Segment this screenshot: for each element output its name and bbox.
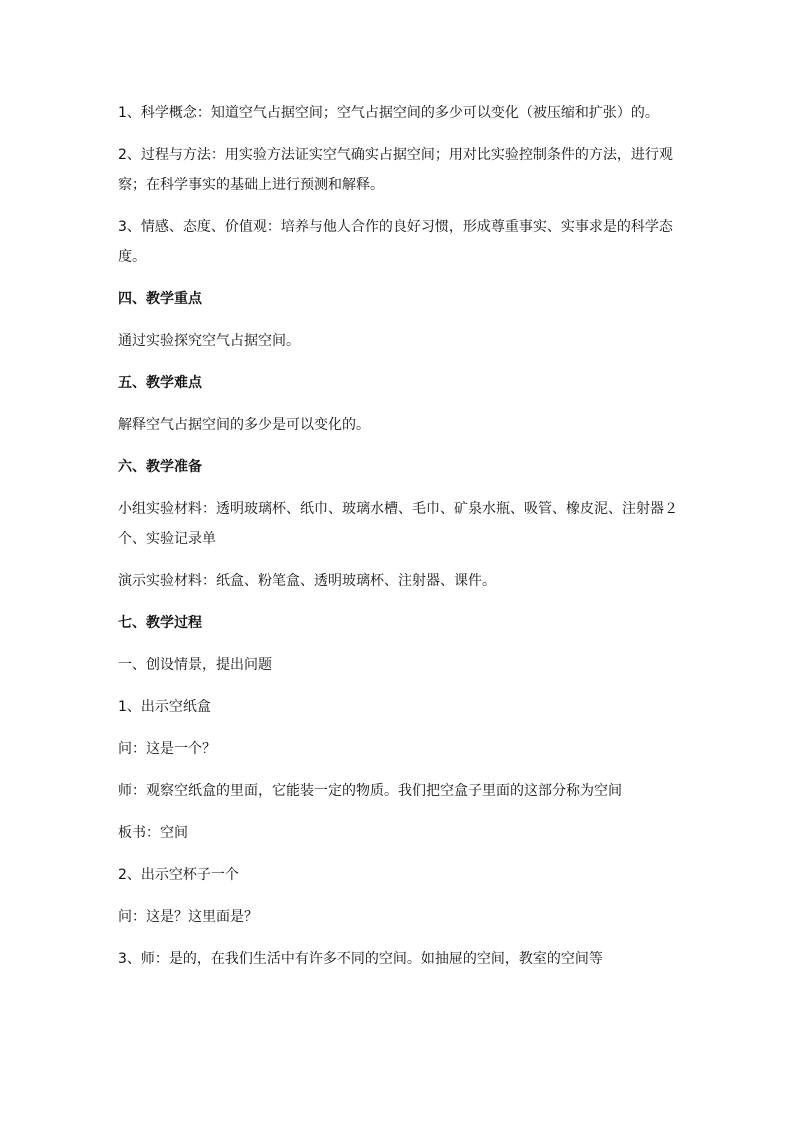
demo-materials-text: 演示实验材料：纸盒、粉笔盒、透明玻璃杯、注射器、课件。 bbox=[118, 573, 496, 589]
section-heading-key-points: 四、教学重点 bbox=[118, 291, 202, 307]
process-step-2: 2、出示空杯子一个 bbox=[118, 867, 239, 883]
process-step-3: 3、师：是的，在我们生活中有许多不同的空间。如抽屉的空间，教室的空间等 bbox=[118, 951, 603, 967]
process-board-writing: 板书：空间 bbox=[118, 825, 188, 841]
key-points-text: 通过实验探究空气占据空间。 bbox=[118, 333, 300, 349]
process-step-1: 1、出示空纸盒 bbox=[118, 699, 211, 715]
process-teacher-1: 师：观察空纸盒的里面，它能装一定的物质。我们把空盒子里面的这部分称为空间 bbox=[118, 783, 622, 799]
objective-attitude-values: 3、情感、态度、价值观：培养与他人合作的良好习惯，形成尊重事实、实事求是的科学态度。 bbox=[118, 219, 673, 265]
section-heading-process: 七、教学过程 bbox=[118, 615, 202, 631]
difficulties-text: 解释空气占据空间的多少是可以变化的。 bbox=[118, 417, 370, 433]
objective-process-method: 2、过程与方法：用实验方法证实空气确实占据空间；用对比实验控制条件的方法，进行观察；在科学事实的基础上进行预测和解释。 bbox=[118, 147, 673, 193]
objective-science-concept: 1、科学概念：知道空气占据空间；空气占据空间的多少可以变化（被压缩和扩张）的。 bbox=[118, 105, 659, 121]
group-materials-text: 小组实验材料：透明玻璃杯、纸巾、玻璃水槽、毛巾、矿泉水瓶、吸管、橡皮泥、注射器２个、实验记录单 bbox=[118, 501, 678, 547]
section-heading-difficulties: 五、教学难点 bbox=[118, 375, 202, 391]
document-body bbox=[118, 98, 678, 986]
section-heading-preparation: 六、教学准备 bbox=[118, 459, 202, 475]
process-question-2: 问：这是？这里面是？ bbox=[118, 909, 258, 925]
process-step-intro: 一、创设情景，提出问题 bbox=[118, 657, 272, 673]
process-question-1: 问：这是一个？ bbox=[118, 741, 216, 757]
